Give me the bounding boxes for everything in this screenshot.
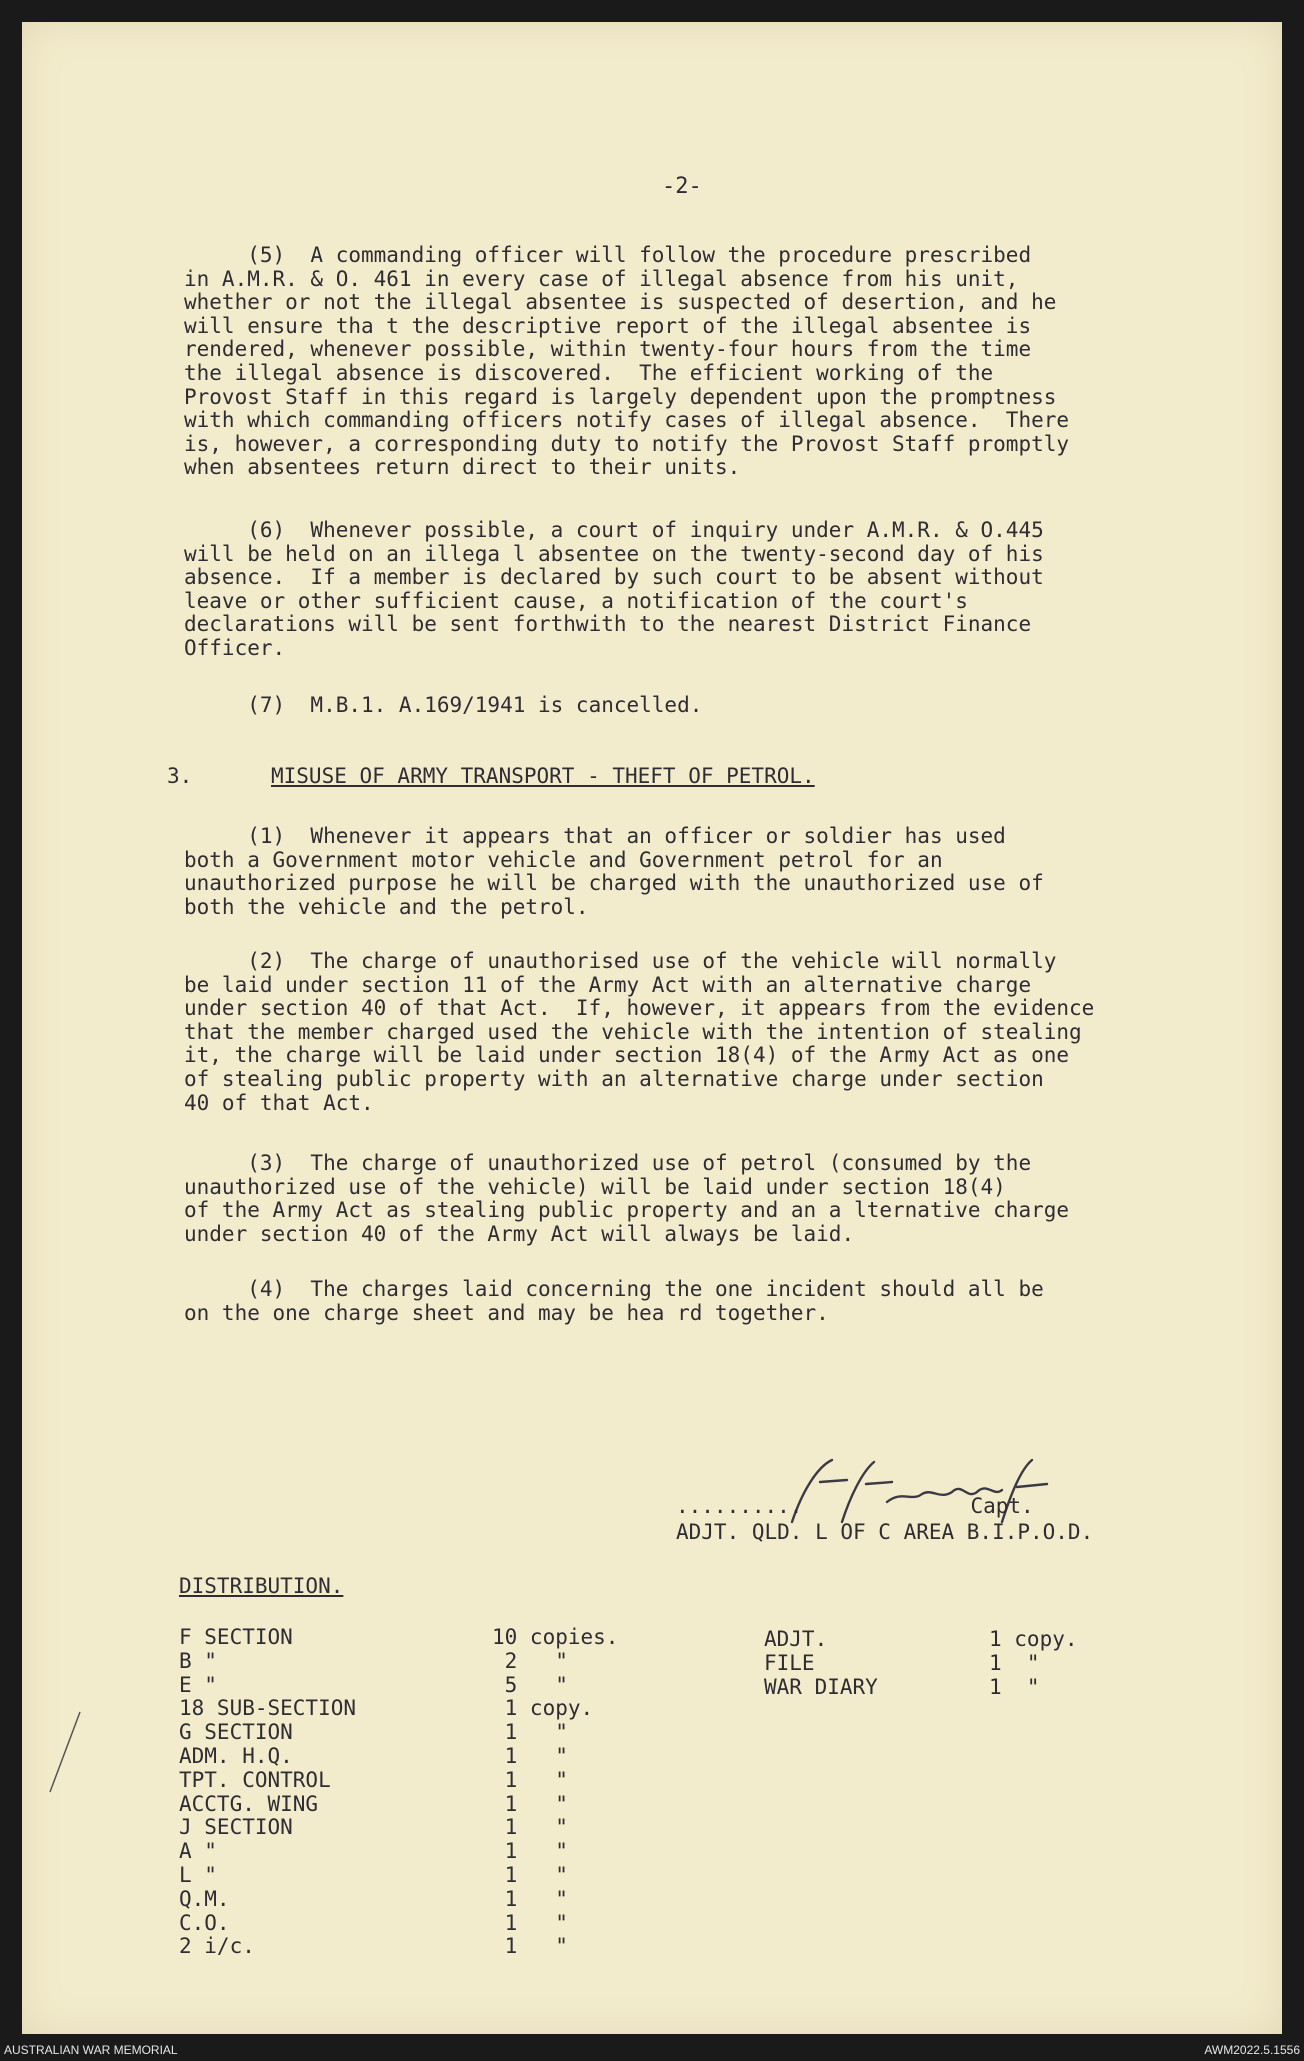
text-line: be laid under section 11 of the Army Act with an alternative charge <box>184 972 1032 997</box>
distribution-recipient: A " <box>179 1839 217 1864</box>
signature-unit: ADJT. QLD. L OF C AREA B.I.P.O.D. <box>676 1520 1094 1544</box>
text-line: 40 of that Act. <box>184 1090 374 1115</box>
text-line: leave or other sufficient cause, a notification of the court's <box>184 588 968 613</box>
archive-footer <box>0 2040 1304 2061</box>
distribution-recipient: E " <box>179 1672 217 1697</box>
text-line: is, however, a corresponding duty to notify the Provost Staff promptly <box>184 431 1070 456</box>
distribution-recipient: Q.M. <box>179 1886 230 1911</box>
distribution-copies: 1 copy. <box>492 1696 594 1721</box>
distribution-copies: 1 " <box>492 1743 568 1768</box>
text-line: Officer. <box>184 635 286 660</box>
distribution-recipient: B " <box>179 1648 217 1673</box>
distribution-copies: 5 " <box>492 1672 568 1697</box>
distribution-entry <box>179 1912 679 1936</box>
text-line: unauthorized use of the vehicle) will be laid under section 18(4) <box>184 1174 1006 1199</box>
text-line: on the one charge sheet and may be hea rd together. <box>184 1300 829 1325</box>
text-line: under section 40 of the Army Act will always be laid. <box>184 1221 855 1246</box>
distribution-list-left <box>179 1626 679 1959</box>
distribution-copies: 1 " <box>989 1674 1040 1699</box>
distribution-recipient: ADM. H.Q. <box>179 1743 293 1768</box>
distribution-copies: 1 " <box>492 1791 568 1816</box>
distribution-entry <box>764 1676 1224 1700</box>
page-number: -2- <box>662 174 702 199</box>
distribution-recipient: 18 SUB-SECTION <box>179 1696 357 1721</box>
text-line: (3) The charge of unauthorized use of petrol (consumed by the <box>184 1151 1032 1175</box>
distribution-entry <box>179 1935 679 1959</box>
text-line: rendered, whenever possible, within twenty-four hours from the time <box>184 337 1032 362</box>
signature-rank: Capt. <box>970 1494 1034 1518</box>
distribution-entry <box>179 1816 679 1840</box>
distribution-recipient: FILE <box>764 1650 815 1675</box>
text-line: of the Army Act as stealing public property and an a lternative charge <box>184 1198 1070 1223</box>
text-line: both a Government motor vehicle and Government petrol for an <box>184 847 943 872</box>
distribution-recipient: J SECTION <box>179 1815 293 1840</box>
distribution-title: DISTRIBUTION. <box>179 1574 344 1598</box>
distribution-copies: 1 " <box>492 1886 568 1911</box>
text-line: that the member charged used the vehicle with the intention of stealing <box>184 1019 1082 1044</box>
distribution-entry <box>179 1626 679 1650</box>
distribution-entry <box>179 1650 679 1674</box>
section-3-paragraph-3 <box>184 1152 1254 1246</box>
footer-institution: AUSTRALIAN WAR MEMORIAL <box>4 2043 178 2057</box>
text-line: of stealing public property with an alternative charge under section <box>184 1066 1044 1091</box>
text-line: whether or not the illegal absentee is suspected of desertion, and he <box>184 290 1057 315</box>
distribution-entry <box>764 1628 1224 1652</box>
section-number: 3. <box>167 764 193 788</box>
distribution-entry <box>179 1721 679 1745</box>
distribution-recipient: L " <box>179 1862 217 1887</box>
distribution-copies: 1 " <box>989 1650 1040 1675</box>
distribution-entry <box>179 1864 679 1888</box>
distribution-list-right <box>764 1628 1224 1699</box>
section-title: MISUSE OF ARMY TRANSPORT - THEFT OF PETROL. <box>271 764 815 788</box>
text-line: (6) Whenever possible, a court of inquiry under A.M.R. & O.445 <box>184 518 1044 542</box>
text-line: both the vehicle and the petrol. <box>184 894 589 919</box>
distribution-entry <box>179 1769 679 1793</box>
distribution-copies: 1 " <box>492 1934 568 1959</box>
distribution-entry <box>179 1840 679 1864</box>
pencil-mark <box>40 1702 90 1802</box>
distribution-copies: 2 " <box>492 1648 568 1673</box>
distribution-copies: 1 " <box>492 1910 568 1935</box>
distribution-copies: 1 " <box>492 1720 568 1745</box>
text-line: with which commanding officers notify cases of illegal absence. There <box>184 408 1070 433</box>
section-3-paragraph-4 <box>184 1278 1254 1325</box>
text-line: (7) M.B.1. A.169/1941 is cancelled. <box>184 693 703 717</box>
distribution-recipient: G SECTION <box>179 1720 293 1745</box>
distribution-copies: 1 " <box>492 1815 568 1840</box>
distribution-copies: 1 " <box>492 1839 568 1864</box>
text-line: the illegal absence is discovered. The efficient working of the <box>184 360 994 385</box>
section-3-paragraph-2 <box>184 950 1254 1115</box>
paragraph-6 <box>184 519 1254 661</box>
document-page <box>22 22 1282 2034</box>
signature-dots: .......... <box>676 1494 803 1518</box>
text-line: under section 40 of that Act. If, however, it appears from the evidence <box>184 996 1095 1021</box>
distribution-entry <box>179 1745 679 1769</box>
distribution-copies: 1 copy. <box>989 1627 1078 1651</box>
signature-line <box>676 1494 1034 1518</box>
distribution-entry <box>179 1793 679 1817</box>
text-line: will be held on an illega l absentee on the twenty-second day of his <box>184 541 1044 566</box>
distribution-recipient: ADJT. <box>764 1627 828 1651</box>
distribution-recipient: ACCTG. WING <box>179 1791 319 1816</box>
text-line: Provost Staff in this regard is largely dependent upon the promptness <box>184 384 1057 409</box>
distribution-entry <box>179 1697 679 1721</box>
distribution-recipient: 2 i/c. <box>179 1934 255 1959</box>
distribution-recipient: TPT. CONTROL <box>179 1767 331 1792</box>
distribution-entry <box>179 1674 679 1698</box>
text-line: (5) A commanding officer will follow the procedure prescribed <box>184 243 1032 267</box>
distribution-recipient: F SECTION <box>179 1625 293 1649</box>
distribution-entry <box>764 1652 1224 1676</box>
text-line: absence. If a member is declared by such court to be absent without <box>184 565 1044 590</box>
text-line: when absentees return direct to their units. <box>184 455 741 480</box>
text-line: will ensure tha t the descriptive report of the illegal absentee is <box>184 313 1032 338</box>
text-line: in A.M.R. & O. 461 in every case of illegal absence from his unit, <box>184 266 1019 291</box>
distribution-copies: 1 " <box>492 1862 568 1887</box>
distribution-copies: 10 copies. <box>492 1625 619 1649</box>
paragraph-7 <box>184 694 1254 718</box>
distribution-copies: 1 " <box>492 1767 568 1792</box>
text-line: (2) The charge of unauthorised use of the vehicle will normally <box>184 949 1057 973</box>
text-line: it, the charge will be laid under section 18(4) of the Army Act as one <box>184 1043 1070 1068</box>
distribution-recipient: C.O. <box>179 1910 230 1935</box>
text-line: (4) The charges laid concerning the one incident should all be <box>184 1277 1044 1301</box>
paragraph-5 <box>184 244 1254 480</box>
distribution-recipient: WAR DIARY <box>764 1674 878 1699</box>
distribution-entry <box>179 1888 679 1912</box>
section-3-paragraph-1 <box>184 825 1254 919</box>
text-line: (1) Whenever it appears that an officer or soldier has used <box>184 824 1006 848</box>
footer-reference: AWM2022.5.1556 <box>1204 2043 1300 2057</box>
text-line: declarations will be sent forthwith to the nearest District Finance <box>184 612 1032 637</box>
text-line: unauthorized purpose he will be charged with the unauthorized use of <box>184 871 1044 896</box>
